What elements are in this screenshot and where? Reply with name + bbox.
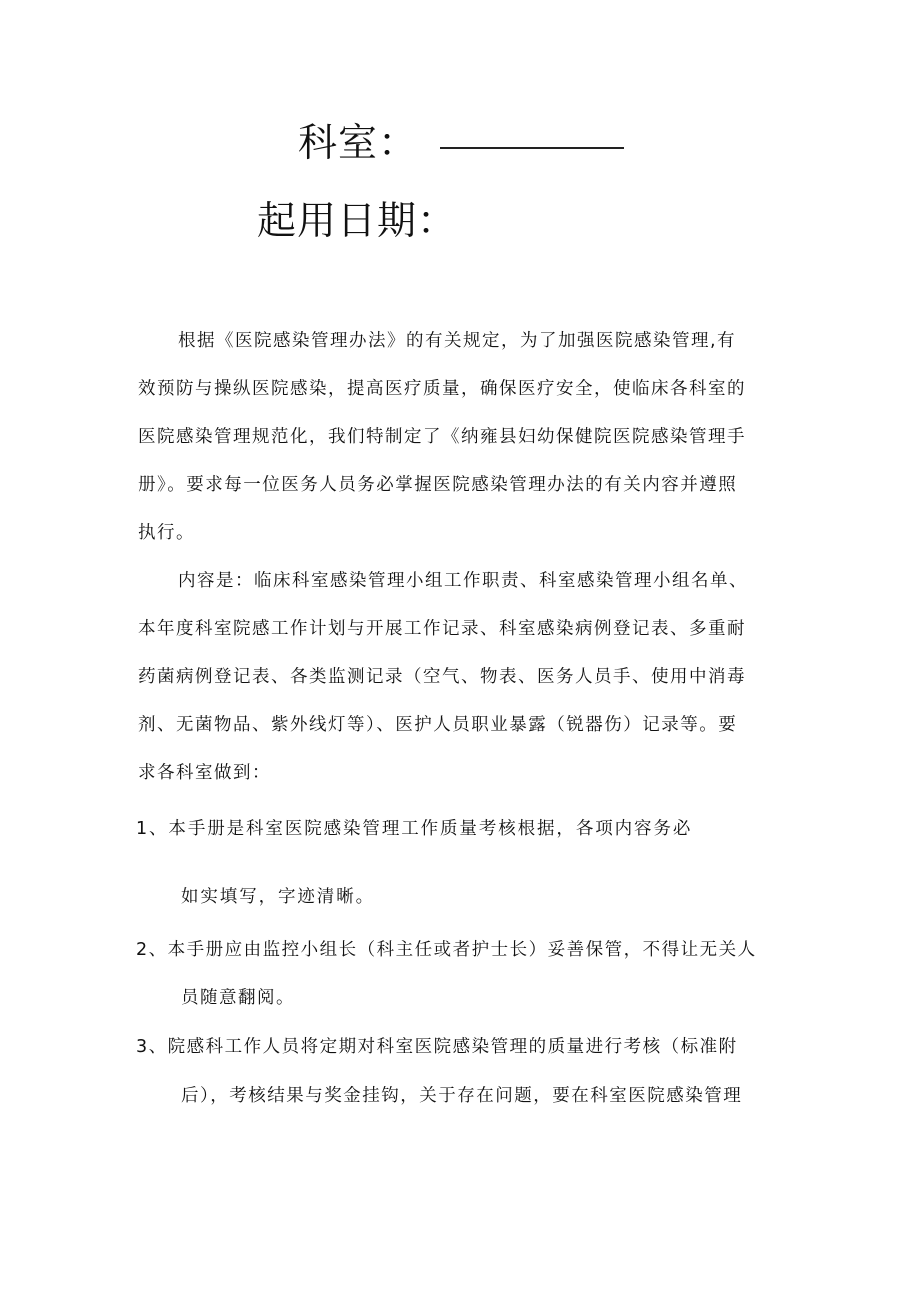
paragraph-line: 求各科室做到： xyxy=(138,763,271,783)
paragraph-line: 医院感染管理规范化，我们特制定了《纳雍县妇幼保健院医院感染管理手 xyxy=(138,427,746,447)
requirement-item-3-continued: 后），考核结果与奖金挂钩，关于存在问题，要在科室医院感染管理 xyxy=(181,1086,743,1106)
paragraph-line: 内容是：临床科室感染管理小组工作职责、科室感染管理小组名单、 xyxy=(178,571,748,591)
paragraph-line: 效预防与操纵医院感染，提高医疗质量，确保医疗安全，使临床各科室的 xyxy=(138,379,746,399)
paragraph-line: 剂、无菌物品、紫外线灯等）、医护人员职业暴露（锐器伤）记录等。要 xyxy=(138,715,738,735)
requirement-item-1-continued: 如实填写，字迹清晰。 xyxy=(181,887,375,907)
paragraph-line: 药菌病例登记表、各类监测记录（空气、物表、医务人员手、使用中消毒 xyxy=(138,667,746,687)
department-label: 科室： xyxy=(298,121,419,166)
paragraph-line: 根据《医院感染管理办法》的有关规定，为了加强医院感染管理,有 xyxy=(178,331,737,351)
paragraph-line: 本年度科室院感工作计划与开展工作记录、科室感染病例登记表、多重耐 xyxy=(138,619,746,639)
department-blank-line xyxy=(440,147,624,149)
requirement-item-3: 3、院感科工作人员将定期对科室医院感染管理的质量进行考核（标准附 xyxy=(136,1037,738,1057)
start-date-label: 起用日期： xyxy=(257,199,458,244)
requirement-item-2-continued: 员随意翻阅。 xyxy=(181,988,295,1008)
requirement-item-1: 1、本手册是科室医院感染管理工作质量考核根据，各项内容务必 xyxy=(136,819,693,839)
paragraph-line: 执行。 xyxy=(138,523,195,543)
requirement-item-2: 2、本手册应由监控小组长（科主任或者护士长）妥善保管，不得让无关人 xyxy=(136,940,757,960)
paragraph-line: 册》。要求每一位医务人员务必掌握医院感染管理办法的有关内容并遵照 xyxy=(138,475,738,495)
